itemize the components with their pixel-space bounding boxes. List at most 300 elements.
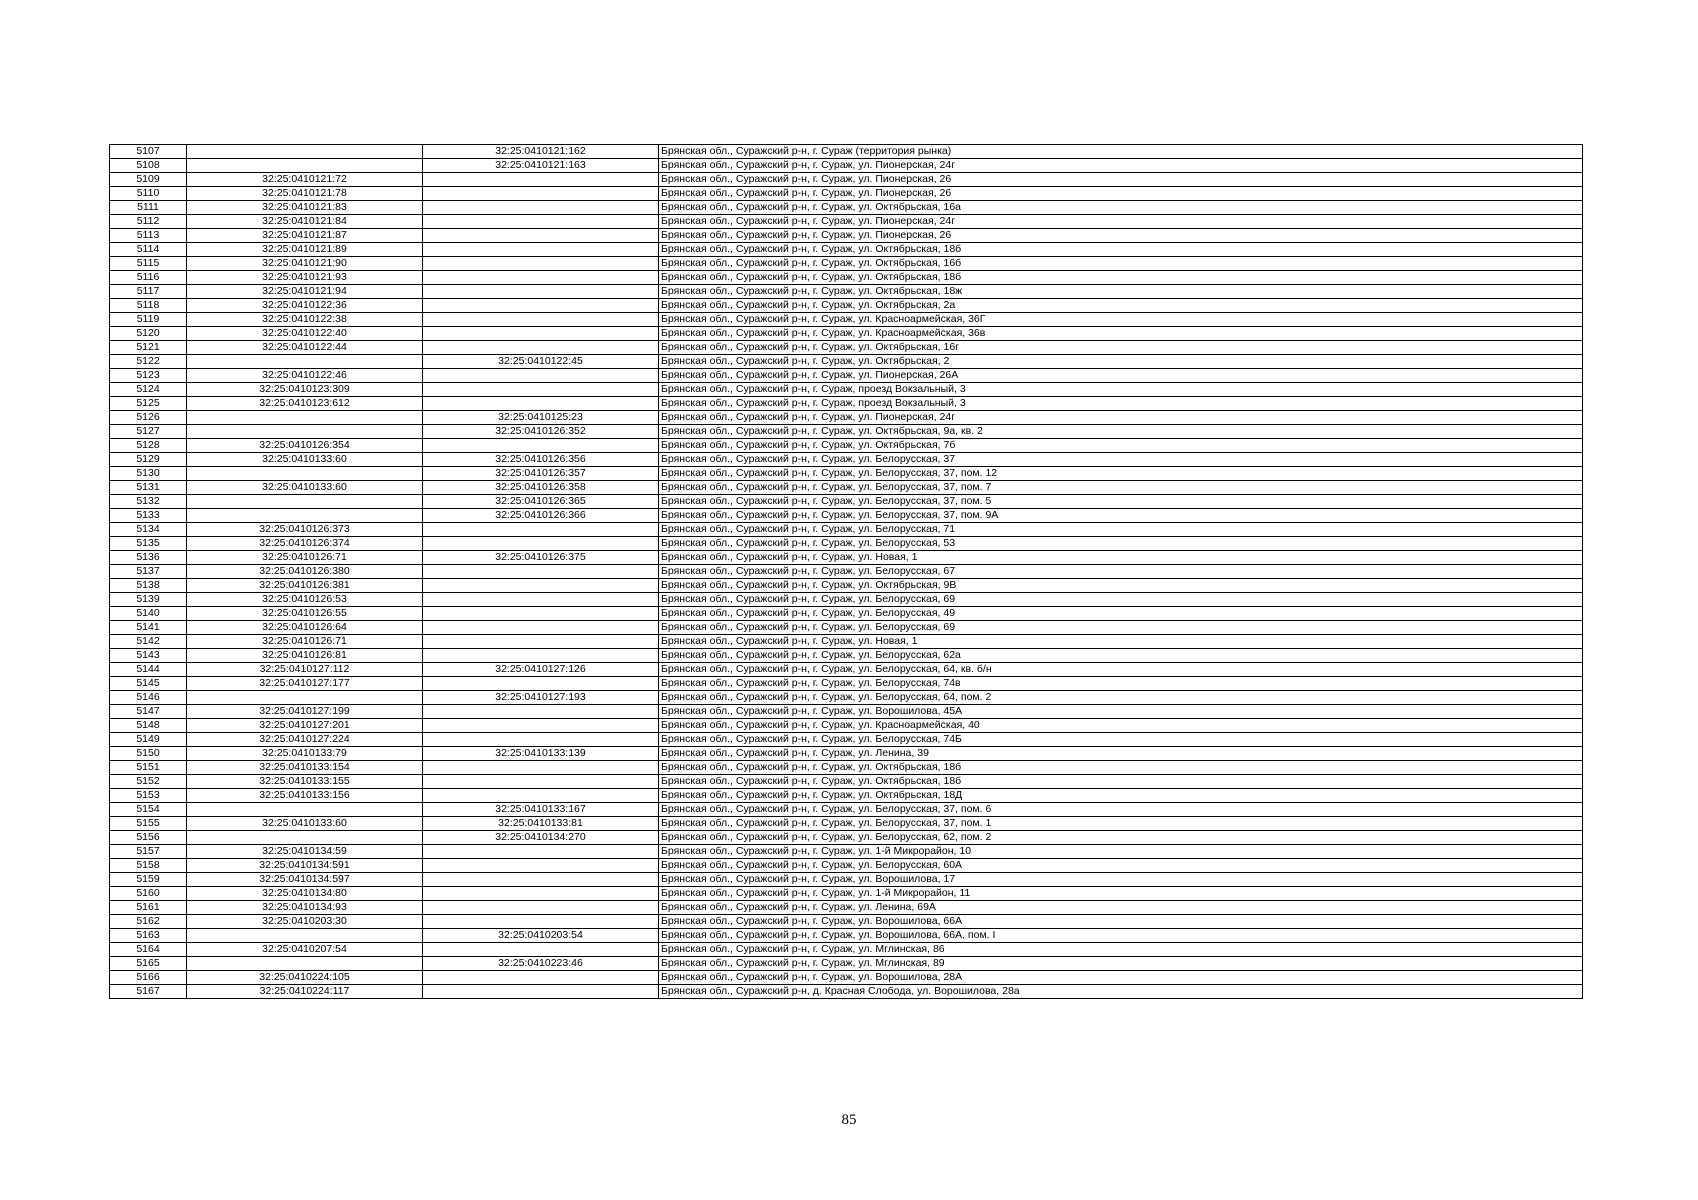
row-number-cell: 5130 — [110, 467, 187, 481]
cadastral-number-cell: 32:25:0410133:60 — [187, 481, 423, 495]
cadastral-number-cell: 32:25:0410126:53 — [187, 593, 423, 607]
address-cell: Брянская обл., Суражский р-н, г. Сураж, ул. Новая, 1 — [659, 635, 1583, 649]
address-cell: Брянская обл., Суражский р-н, г. Сураж, ул. Белорусская, 49 — [659, 607, 1583, 621]
address-cell: Брянская обл., Суражский р-н, г. Сураж, ул. Новая, 1 — [659, 551, 1583, 565]
linked-cadastral-number-cell — [423, 523, 659, 537]
cadastral-number-cell — [187, 929, 423, 943]
cadastral-number-cell: 32:25:0410122:44 — [187, 341, 423, 355]
address-cell: Брянская обл., Суражский р-н, г. Сураж, ул. Октябрьская, 2а — [659, 299, 1583, 313]
address-cell: Брянская обл., Суражский р-н, г. Сураж, ул. Белорусская, 37, пом. 6 — [659, 803, 1583, 817]
table-row — [110, 243, 1583, 257]
address-cell: Брянская обл., Суражский р-н, г. Сураж, ул. Октябрьская, 9В — [659, 579, 1583, 593]
linked-cadastral-number-cell — [423, 761, 659, 775]
row-number-cell: 5157 — [110, 845, 187, 859]
cadastral-number-cell: 32:25:0410126:381 — [187, 579, 423, 593]
address-cell: Брянская обл., Суражский р-н, г. Сураж, ул. Октябрьская, 16а — [659, 201, 1583, 215]
cadastral-number-cell: 32:25:0410224:117 — [187, 985, 423, 999]
linked-cadastral-number-cell — [423, 887, 659, 901]
address-cell: Брянская обл., Суражский р-н, г. Сураж (территория рынка) — [659, 145, 1583, 159]
linked-cadastral-number-cell — [423, 579, 659, 593]
linked-cadastral-number-cell — [423, 383, 659, 397]
address-cell: Брянская обл., Суражский р-н, д. Красная Слобода, ул. Ворошилова, 28а — [659, 985, 1583, 999]
linked-cadastral-number-cell — [423, 369, 659, 383]
row-number-cell: 5108 — [110, 159, 187, 173]
table-row — [110, 957, 1583, 971]
cadastral-number-cell — [187, 509, 423, 523]
address-cell: Брянская обл., Суражский р-н, г. Сураж, ул. Белорусская, 37, пом. 7 — [659, 481, 1583, 495]
row-number-cell: 5135 — [110, 537, 187, 551]
address-cell: Брянская обл., Суражский р-н, г. Сураж, ул. Белорусская, 60А — [659, 859, 1583, 873]
address-cell: Брянская обл., Суражский р-н, г. Сураж, ул. Октябрьская, 18б — [659, 761, 1583, 775]
cadastral-number-cell: 32:25:0410127:201 — [187, 719, 423, 733]
table-row — [110, 607, 1583, 621]
table-row — [110, 929, 1583, 943]
linked-cadastral-number-cell — [423, 243, 659, 257]
table-row — [110, 467, 1583, 481]
cadastral-number-cell: 32:25:0410123:309 — [187, 383, 423, 397]
row-number-cell: 5155 — [110, 817, 187, 831]
linked-cadastral-number-cell — [423, 873, 659, 887]
cadastral-number-cell: 32:25:0410203:30 — [187, 915, 423, 929]
cadastral-number-cell: 32:25:0410126:71 — [187, 635, 423, 649]
cadastral-number-cell: 32:25:0410127:199 — [187, 705, 423, 719]
row-number-cell: 5111 — [110, 201, 187, 215]
address-cell: Брянская обл., Суражский р-н, г. Сураж, ул. 1-й Микрорайон, 11 — [659, 887, 1583, 901]
cadastral-number-cell: 32:25:0410121:83 — [187, 201, 423, 215]
cadastral-number-cell: 32:25:0410127:112 — [187, 663, 423, 677]
address-cell: Брянская обл., Суражский р-н, г. Сураж, ул. Белорусская, 64, пом. 2 — [659, 691, 1583, 705]
cadastral-number-cell: 32:25:0410126:64 — [187, 621, 423, 635]
table-row — [110, 719, 1583, 733]
row-number-cell: 5119 — [110, 313, 187, 327]
address-cell: Брянская обл., Суражский р-н, г. Сураж, проезд Вокзальный, 3 — [659, 383, 1583, 397]
table-row — [110, 831, 1583, 845]
table-row — [110, 775, 1583, 789]
linked-cadastral-number-cell: 32:25:0410133:139 — [423, 747, 659, 761]
row-number-cell: 5134 — [110, 523, 187, 537]
table-row — [110, 649, 1583, 663]
linked-cadastral-number-cell — [423, 593, 659, 607]
address-cell: Брянская обл., Суражский р-н, г. Сураж, ул. Красноармейская, 36в — [659, 327, 1583, 341]
address-cell: Брянская обл., Суражский р-н, г. Сураж, ул. Октябрьская, 18б — [659, 271, 1583, 285]
row-number-cell: 5159 — [110, 873, 187, 887]
cadastral-number-cell: 32:25:0410133:60 — [187, 817, 423, 831]
linked-cadastral-number-cell — [423, 733, 659, 747]
address-cell: Брянская обл., Суражский р-н, г. Сураж, ул. Октябрьская, 18Д — [659, 789, 1583, 803]
table-row — [110, 901, 1583, 915]
table-row — [110, 313, 1583, 327]
cadastral-number-cell: 32:25:0410133:60 — [187, 453, 423, 467]
row-number-cell: 5153 — [110, 789, 187, 803]
address-cell: Брянская обл., Суражский р-н, г. Сураж, ул. Октябрьская, 18б — [659, 775, 1583, 789]
table-row — [110, 215, 1583, 229]
row-number-cell: 5121 — [110, 341, 187, 355]
table-row — [110, 593, 1583, 607]
table-row — [110, 285, 1583, 299]
address-cell: Брянская обл., Суражский р-н, г. Сураж, ул. Ворошилова, 66А — [659, 915, 1583, 929]
table-row — [110, 481, 1583, 495]
linked-cadastral-number-cell: 32:25:0410126:358 — [423, 481, 659, 495]
table-row — [110, 789, 1583, 803]
table-row — [110, 551, 1583, 565]
address-cell: Брянская обл., Суражский р-н, г. Сураж, ул. Белорусская, 74в — [659, 677, 1583, 691]
row-number-cell: 5139 — [110, 593, 187, 607]
row-number-cell: 5120 — [110, 327, 187, 341]
table-row — [110, 397, 1583, 411]
address-cell: Брянская обл., Суражский р-н, г. Сураж, ул. Ворошилова, 28А — [659, 971, 1583, 985]
address-cell: Брянская обл., Суражский р-н, г. Сураж, ул. Пионерская, 24г — [659, 215, 1583, 229]
linked-cadastral-number-cell — [423, 789, 659, 803]
table-row — [110, 635, 1583, 649]
row-number-cell: 5154 — [110, 803, 187, 817]
cadastral-number-cell: 32:25:0410133:79 — [187, 747, 423, 761]
table-row — [110, 915, 1583, 929]
linked-cadastral-number-cell — [423, 607, 659, 621]
linked-cadastral-number-cell — [423, 677, 659, 691]
address-cell: Брянская обл., Суражский р-н, г. Сураж, ул. Красноармейская, 36Г — [659, 313, 1583, 327]
address-cell: Брянская обл., Суражский р-н, г. Сураж, ул. Октябрьская, 7б — [659, 439, 1583, 453]
linked-cadastral-number-cell: 32:25:0410126:366 — [423, 509, 659, 523]
cadastral-number-cell: 32:25:0410134:59 — [187, 845, 423, 859]
row-number-cell: 5107 — [110, 145, 187, 159]
table-row — [110, 761, 1583, 775]
linked-cadastral-number-cell — [423, 565, 659, 579]
cadastral-number-cell — [187, 691, 423, 705]
row-number-cell: 5149 — [110, 733, 187, 747]
address-cell: Брянская обл., Суражский р-н, г. Сураж, ул. Октябрьская, 2 — [659, 355, 1583, 369]
row-number-cell: 5125 — [110, 397, 187, 411]
linked-cadastral-number-cell: 32:25:0410126:375 — [423, 551, 659, 565]
linked-cadastral-number-cell — [423, 299, 659, 313]
row-number-cell: 5141 — [110, 621, 187, 635]
address-cell: Брянская обл., Суражский р-н, г. Сураж, ул. Ворошилова, 66А, пом. I — [659, 929, 1583, 943]
address-cell: Брянская обл., Суражский р-н, г. Сураж, ул. Октябрьская, 16б — [659, 257, 1583, 271]
linked-cadastral-number-cell: 32:25:0410134:270 — [423, 831, 659, 845]
linked-cadastral-number-cell — [423, 187, 659, 201]
linked-cadastral-number-cell — [423, 215, 659, 229]
table-row — [110, 873, 1583, 887]
row-number-cell: 5118 — [110, 299, 187, 313]
table-row — [110, 369, 1583, 383]
table-row — [110, 439, 1583, 453]
table-row — [110, 411, 1583, 425]
row-number-cell: 5164 — [110, 943, 187, 957]
row-number-cell: 5117 — [110, 285, 187, 299]
linked-cadastral-number-cell: 32:25:0410126:357 — [423, 467, 659, 481]
cadastral-number-cell — [187, 411, 423, 425]
address-cell: Брянская обл., Суражский р-н, г. Сураж, ул. Октябрьская, 9а, кв. 2 — [659, 425, 1583, 439]
address-cell: Брянская обл., Суражский р-н, г. Сураж, ул. Октябрьская, 16г — [659, 341, 1583, 355]
row-number-cell: 5145 — [110, 677, 187, 691]
row-number-cell: 5115 — [110, 257, 187, 271]
row-number-cell: 5124 — [110, 383, 187, 397]
table-row — [110, 705, 1583, 719]
address-cell: Брянская обл., Суражский р-н, г. Сураж, ул. Белорусская, 37 — [659, 453, 1583, 467]
table-row — [110, 159, 1583, 173]
cadastral-number-cell: 32:25:0410121:89 — [187, 243, 423, 257]
linked-cadastral-number-cell — [423, 621, 659, 635]
row-number-cell: 5166 — [110, 971, 187, 985]
address-cell: Брянская обл., Суражский р-н, г. Сураж, ул. Мглинская, 89 — [659, 957, 1583, 971]
row-number-cell: 5116 — [110, 271, 187, 285]
linked-cadastral-number-cell — [423, 229, 659, 243]
row-number-cell: 5132 — [110, 495, 187, 509]
cadastral-number-cell — [187, 957, 423, 971]
row-number-cell: 5152 — [110, 775, 187, 789]
cadastral-number-cell — [187, 425, 423, 439]
row-number-cell: 5163 — [110, 929, 187, 943]
address-cell: Брянская обл., Суражский р-н, г. Сураж, ул. Белорусская, 69 — [659, 621, 1583, 635]
cadastral-number-cell: 32:25:0410122:38 — [187, 313, 423, 327]
cadastral-number-cell: 32:25:0410127:177 — [187, 677, 423, 691]
linked-cadastral-number-cell: 32:25:0410121:163 — [423, 159, 659, 173]
row-number-cell: 5137 — [110, 565, 187, 579]
table-row — [110, 257, 1583, 271]
address-cell: Брянская обл., Суражский р-н, г. Сураж, ул. Мглинская, 86 — [659, 943, 1583, 957]
linked-cadastral-number-cell — [423, 271, 659, 285]
linked-cadastral-number-cell: 32:25:0410127:126 — [423, 663, 659, 677]
table-row — [110, 229, 1583, 243]
cadastral-number-cell: 32:25:0410123:612 — [187, 397, 423, 411]
row-number-cell: 5143 — [110, 649, 187, 663]
linked-cadastral-number-cell — [423, 341, 659, 355]
cadastral-number-cell: 32:25:0410126:373 — [187, 523, 423, 537]
table-row — [110, 509, 1583, 523]
linked-cadastral-number-cell — [423, 439, 659, 453]
address-cell: Брянская обл., Суражский р-н, г. Сураж, ул. Белорусская, 62а — [659, 649, 1583, 663]
linked-cadastral-number-cell — [423, 397, 659, 411]
cadastral-number-cell — [187, 145, 423, 159]
row-number-cell: 5136 — [110, 551, 187, 565]
linked-cadastral-number-cell — [423, 705, 659, 719]
address-cell: Брянская обл., Суражский р-н, г. Сураж, ул. Белорусская, 53 — [659, 537, 1583, 551]
table-row — [110, 803, 1583, 817]
address-cell: Брянская обл., Суражский р-н, г. Сураж, ул. Белорусская, 37, пом. 1 — [659, 817, 1583, 831]
table-row — [110, 145, 1583, 159]
row-number-cell: 5151 — [110, 761, 187, 775]
cadastral-number-cell: 32:25:0410122:36 — [187, 299, 423, 313]
registry-table-body — [110, 145, 1583, 999]
row-number-cell: 5109 — [110, 173, 187, 187]
cadastral-number-cell — [187, 467, 423, 481]
address-cell: Брянская обл., Суражский р-н, г. Сураж, ул. Белорусская, 62, пом. 2 — [659, 831, 1583, 845]
cadastral-number-cell: 32:25:0410126:374 — [187, 537, 423, 551]
table-row — [110, 341, 1583, 355]
cadastral-number-cell: 32:25:0410133:155 — [187, 775, 423, 789]
linked-cadastral-number-cell — [423, 173, 659, 187]
linked-cadastral-number-cell: 32:25:0410203:54 — [423, 929, 659, 943]
table-row — [110, 271, 1583, 285]
cadastral-number-cell: 32:25:0410126:71 — [187, 551, 423, 565]
linked-cadastral-number-cell: 32:25:0410126:352 — [423, 425, 659, 439]
table-row — [110, 453, 1583, 467]
cadastral-number-cell — [187, 355, 423, 369]
cadastral-number-cell: 32:25:0410121:87 — [187, 229, 423, 243]
linked-cadastral-number-cell: 32:25:0410126:356 — [423, 453, 659, 467]
row-number-cell: 5150 — [110, 747, 187, 761]
cadastral-number-cell: 32:25:0410121:94 — [187, 285, 423, 299]
address-cell: Брянская обл., Суражский р-н, г. Сураж, ул. Пионерская, 24г — [659, 411, 1583, 425]
address-cell: Брянская обл., Суражский р-н, г. Сураж, ул. Ленина, 69А — [659, 901, 1583, 915]
address-cell: Брянская обл., Суражский р-н, г. Сураж, ул. Пионерская, 26 — [659, 187, 1583, 201]
cadastral-number-cell: 32:25:0410134:597 — [187, 873, 423, 887]
linked-cadastral-number-cell — [423, 943, 659, 957]
registry-table — [109, 144, 1583, 999]
table-row — [110, 173, 1583, 187]
page-number: 85 — [841, 1112, 857, 1128]
address-cell: Брянская обл., Суражский р-н, г. Сураж, ул. Ленина, 39 — [659, 747, 1583, 761]
table-row — [110, 537, 1583, 551]
address-cell: Брянская обл., Суражский р-н, г. Сураж, ул. Ворошилова, 45А — [659, 705, 1583, 719]
table-row — [110, 859, 1583, 873]
linked-cadastral-number-cell: 32:25:0410126:365 — [423, 495, 659, 509]
row-number-cell: 5110 — [110, 187, 187, 201]
cadastral-number-cell: 32:25:0410134:591 — [187, 859, 423, 873]
linked-cadastral-number-cell: 32:25:0410223:46 — [423, 957, 659, 971]
address-cell: Брянская обл., Суражский р-н, г. Сураж, ул. Пионерская, 24г — [659, 159, 1583, 173]
linked-cadastral-number-cell — [423, 537, 659, 551]
address-cell: Брянская обл., Суражский р-н, г. Сураж, ул. Белорусская, 71 — [659, 523, 1583, 537]
row-number-cell: 5126 — [110, 411, 187, 425]
address-cell: Брянская обл., Суражский р-н, г. Сураж, ул. Октябрьская, 18б — [659, 243, 1583, 257]
cadastral-number-cell: 32:25:0410122:46 — [187, 369, 423, 383]
cadastral-number-cell: 32:25:0410133:156 — [187, 789, 423, 803]
row-number-cell: 5123 — [110, 369, 187, 383]
table-row — [110, 621, 1583, 635]
linked-cadastral-number-cell: 32:25:0410121:162 — [423, 145, 659, 159]
linked-cadastral-number-cell: 32:25:0410122:45 — [423, 355, 659, 369]
address-cell: Брянская обл., Суражский р-н, г. Сураж, ул. Красноармейская, 40 — [659, 719, 1583, 733]
linked-cadastral-number-cell — [423, 845, 659, 859]
row-number-cell: 5147 — [110, 705, 187, 719]
cadastral-number-cell: 32:25:0410126:380 — [187, 565, 423, 579]
table-row — [110, 187, 1583, 201]
row-number-cell: 5165 — [110, 957, 187, 971]
table-row — [110, 971, 1583, 985]
table-row — [110, 579, 1583, 593]
linked-cadastral-number-cell — [423, 775, 659, 789]
table-row — [110, 425, 1583, 439]
cadastral-number-cell: 32:25:0410121:84 — [187, 215, 423, 229]
linked-cadastral-number-cell: 32:25:0410127:193 — [423, 691, 659, 705]
cadastral-number-cell: 32:25:0410134:93 — [187, 901, 423, 915]
address-cell: Брянская обл., Суражский р-н, г. Сураж, ул. Ворошилова, 17 — [659, 873, 1583, 887]
cadastral-number-cell: 32:25:0410121:93 — [187, 271, 423, 285]
table-row — [110, 845, 1583, 859]
cadastral-number-cell — [187, 159, 423, 173]
linked-cadastral-number-cell: 32:25:0410125:23 — [423, 411, 659, 425]
row-number-cell: 5162 — [110, 915, 187, 929]
row-number-cell: 5112 — [110, 215, 187, 229]
table-row — [110, 887, 1583, 901]
row-number-cell: 5113 — [110, 229, 187, 243]
linked-cadastral-number-cell: 32:25:0410133:81 — [423, 817, 659, 831]
row-number-cell: 5146 — [110, 691, 187, 705]
table-row — [110, 691, 1583, 705]
table-row — [110, 663, 1583, 677]
cadastral-number-cell: 32:25:0410126:81 — [187, 649, 423, 663]
table-row — [110, 495, 1583, 509]
address-cell: Брянская обл., Суражский р-н, г. Сураж, ул. Белорусская, 37, пом. 5 — [659, 495, 1583, 509]
row-number-cell: 5122 — [110, 355, 187, 369]
linked-cadastral-number-cell: 32:25:0410133:167 — [423, 803, 659, 817]
table-row — [110, 817, 1583, 831]
linked-cadastral-number-cell — [423, 285, 659, 299]
address-cell: Брянская обл., Суражский р-н, г. Сураж, ул. Белорусская, 74Б — [659, 733, 1583, 747]
linked-cadastral-number-cell — [423, 649, 659, 663]
row-number-cell: 5142 — [110, 635, 187, 649]
row-number-cell: 5144 — [110, 663, 187, 677]
table-row — [110, 985, 1583, 999]
row-number-cell: 5160 — [110, 887, 187, 901]
linked-cadastral-number-cell — [423, 313, 659, 327]
table-row — [110, 747, 1583, 761]
cadastral-number-cell — [187, 831, 423, 845]
linked-cadastral-number-cell — [423, 901, 659, 915]
linked-cadastral-number-cell — [423, 971, 659, 985]
table-row — [110, 943, 1583, 957]
address-cell: Брянская обл., Суражский р-н, г. Сураж, ул. Белорусская, 67 — [659, 565, 1583, 579]
cadastral-number-cell: 32:25:0410121:90 — [187, 257, 423, 271]
linked-cadastral-number-cell — [423, 719, 659, 733]
table-row — [110, 383, 1583, 397]
table-row — [110, 327, 1583, 341]
row-number-cell: 5140 — [110, 607, 187, 621]
cadastral-number-cell: 32:25:0410121:72 — [187, 173, 423, 187]
table-row — [110, 565, 1583, 579]
cadastral-number-cell: 32:25:0410126:55 — [187, 607, 423, 621]
table-row — [110, 201, 1583, 215]
address-cell: Брянская обл., Суражский р-н, г. Сураж, ул. Белорусская, 64, кв. б/н — [659, 663, 1583, 677]
cadastral-number-cell: 32:25:0410224:105 — [187, 971, 423, 985]
cadastral-number-cell: 32:25:0410127:224 — [187, 733, 423, 747]
address-cell: Брянская обл., Суражский р-н, г. Сураж, проезд Вокзальный, 3 — [659, 397, 1583, 411]
address-cell: Брянская обл., Суражский р-н, г. Сураж, ул. Белорусская, 37, пом. 12 — [659, 467, 1583, 481]
row-number-cell: 5131 — [110, 481, 187, 495]
row-number-cell: 5167 — [110, 985, 187, 999]
address-cell: Брянская обл., Суражский р-н, г. Сураж, ул. Белорусская, 69 — [659, 593, 1583, 607]
row-number-cell: 5129 — [110, 453, 187, 467]
linked-cadastral-number-cell — [423, 327, 659, 341]
row-number-cell: 5133 — [110, 509, 187, 523]
linked-cadastral-number-cell — [423, 985, 659, 999]
address-cell: Брянская обл., Суражский р-н, г. Сураж, ул. 1-й Микрорайон, 10 — [659, 845, 1583, 859]
row-number-cell: 5138 — [110, 579, 187, 593]
cadastral-number-cell — [187, 495, 423, 509]
cadastral-number-cell: 32:25:0410134:80 — [187, 887, 423, 901]
table-row — [110, 355, 1583, 369]
address-cell: Брянская обл., Суражский р-н, г. Сураж, ул. Пионерская, 26 — [659, 229, 1583, 243]
row-number-cell: 5128 — [110, 439, 187, 453]
row-number-cell: 5114 — [110, 243, 187, 257]
address-cell: Брянская обл., Суражский р-н, г. Сураж, ул. Белорусская, 37, пом. 9А — [659, 509, 1583, 523]
row-number-cell: 5156 — [110, 831, 187, 845]
table-row — [110, 677, 1583, 691]
row-number-cell: 5161 — [110, 901, 187, 915]
row-number-cell: 5148 — [110, 719, 187, 733]
cadastral-number-cell — [187, 803, 423, 817]
cadastral-number-cell: 32:25:0410207:54 — [187, 943, 423, 957]
cadastral-number-cell: 32:25:0410126:354 — [187, 439, 423, 453]
table-row — [110, 523, 1583, 537]
linked-cadastral-number-cell — [423, 201, 659, 215]
row-number-cell: 5127 — [110, 425, 187, 439]
cadastral-number-cell: 32:25:0410122:40 — [187, 327, 423, 341]
cadastral-number-cell: 32:25:0410133:154 — [187, 761, 423, 775]
address-cell: Брянская обл., Суражский р-н, г. Сураж, ул. Пионерская, 26 — [659, 173, 1583, 187]
table-row — [110, 299, 1583, 313]
row-number-cell: 5158 — [110, 859, 187, 873]
